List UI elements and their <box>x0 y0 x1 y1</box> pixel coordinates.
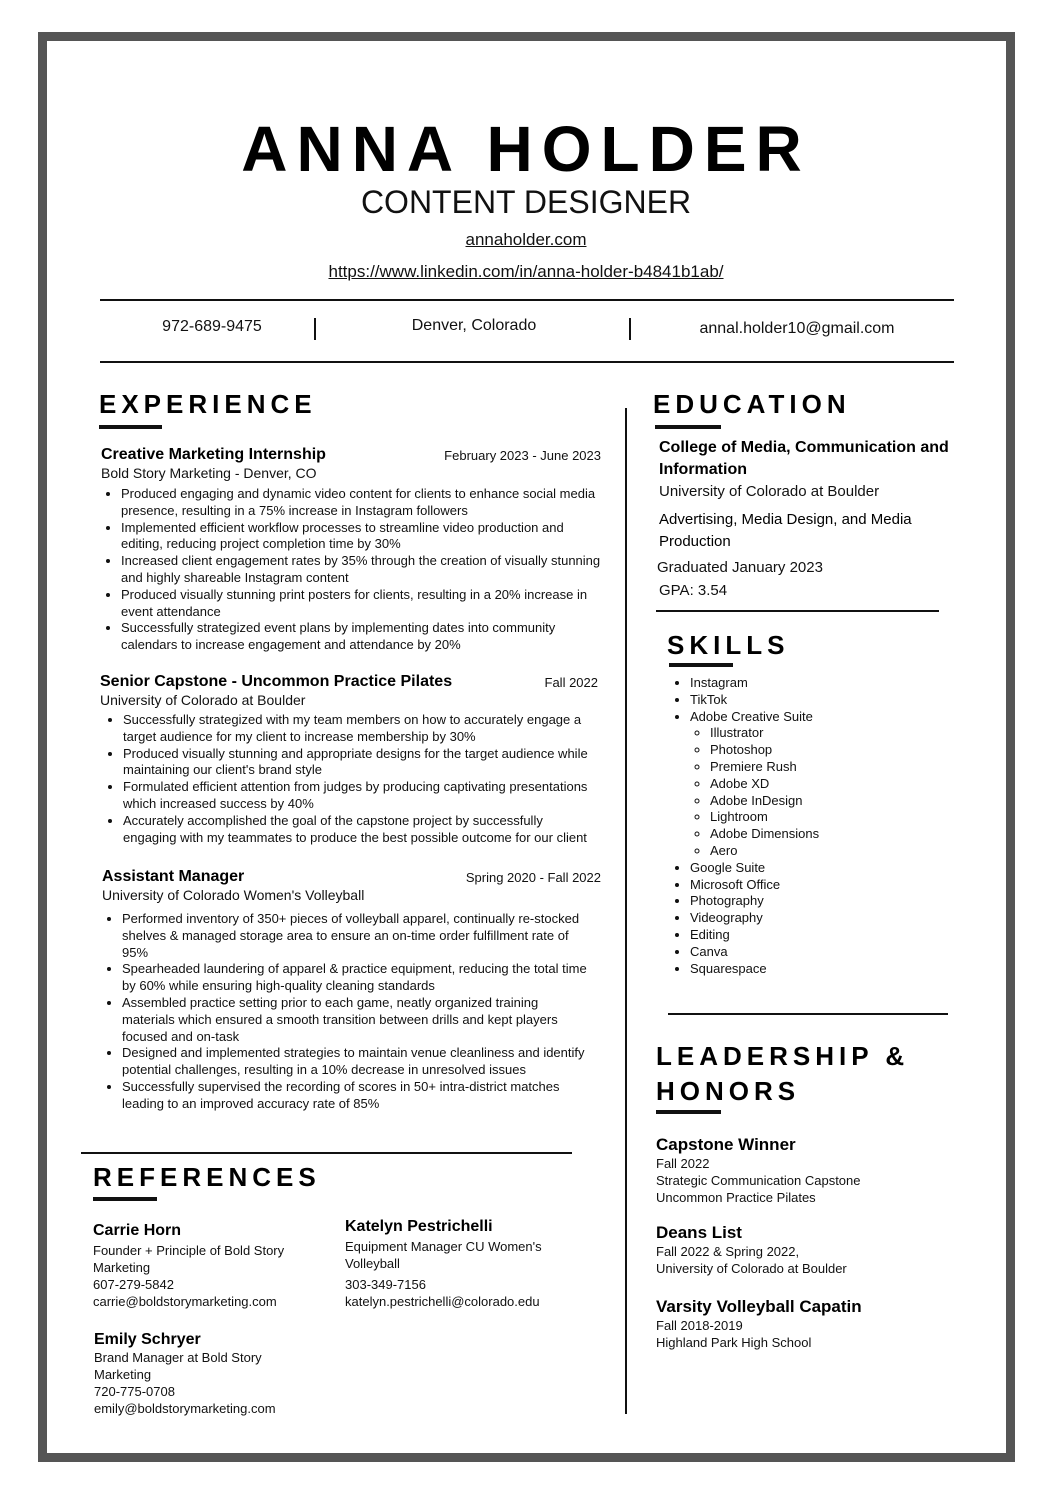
job-org: University of Colorado at Boulder <box>100 692 306 708</box>
job-title: Creative Marketing Internship <box>101 446 326 463</box>
honor-detail: Strategic Communication Capstone <box>656 1173 861 1188</box>
list-item: • Squarespace <box>690 961 950 978</box>
honor-entry <box>656 1297 946 1351</box>
column-divider <box>625 408 627 1414</box>
job-org: Bold Story Marketing - Denver, CO <box>101 465 317 481</box>
divider <box>668 1013 948 1015</box>
experience-heading: EXPERIENCE <box>99 389 317 419</box>
honor-title: Deans List <box>656 1223 742 1242</box>
heading-underline <box>669 663 733 667</box>
list-item: • Successfully strategized event plans by implementing dates into community calendars to increase engagement and attendance by 20% <box>121 620 601 654</box>
job-bullets <box>102 911 592 1113</box>
list-item <box>690 709 950 860</box>
contact-email: annal.holder10@gmail.com <box>699 320 895 337</box>
list-item: • Designed and implemented strategies to maintain venue cleanliness and identify potential challenges, resulting in a 10% decrease in unresolved issues <box>122 1045 592 1079</box>
reference-entry <box>345 1218 585 1310</box>
job-title: Senior Capstone - Uncommon Practice Pilates <box>100 673 453 690</box>
divider <box>314 318 316 340</box>
list-item: • Accurately accomplished the goal of the capstone project by successfully engaging with my teammates to produce the best possible outcome for our client <box>123 813 593 847</box>
education-college: College of Media, Communication and Information <box>659 439 949 478</box>
list-item: • Produced visually stunning and appropriate designs for the target audience while maintaining our client's brand style <box>123 746 593 780</box>
list-item: • Performed inventory of 350+ pieces of volleyball apparel, continually re-stocked shelves & managed storage area to ensure an on-time order fulfillment rate of 95% <box>122 911 592 961</box>
divider <box>81 1152 572 1154</box>
education-university: University of Colorado at Boulder <box>659 483 880 500</box>
reference-name: Katelyn Pestrichelli <box>345 1218 493 1235</box>
list-item: ◦ Premiere Rush <box>710 759 950 776</box>
job-bullets <box>103 712 593 846</box>
honor-entry <box>656 1223 946 1277</box>
list-item: • Produced engaging and dynamic video content for clients to enhance social media presence, resulting in a 75% increase in Instagram followers <box>121 486 601 520</box>
candidate-name: ANNA HOLDER <box>241 113 811 185</box>
divider <box>656 610 939 612</box>
list-item: ◦ Adobe Dimensions <box>710 826 950 843</box>
candidate-role: CONTENT DESIGNER <box>360 184 692 220</box>
list-item: • Successfully supervised the recording of scores in 50+ intra-district matches leading to an improved accuracy rate of 85% <box>122 1079 592 1113</box>
list-item: • TikTok <box>690 692 950 709</box>
list-item: • Spearheaded laundering of apparel & practice equipment, reducing the total time by 60% while ensuring high-quality cleaning standards <box>122 961 592 995</box>
list-item: • Google Suite <box>690 860 950 877</box>
job-entry <box>102 868 601 1113</box>
education-gpa: GPA: 3.54 <box>659 582 728 599</box>
honor-entry <box>656 1135 946 1206</box>
list-item: ◦ Aero <box>710 843 950 860</box>
list-item: • Assembled practice setting prior to each game, neatly organized training materials which ensured a smooth transition between drills and kept players focused and on-task <box>122 995 592 1045</box>
list-item: • Produced visually stunning print posters for clients, resulting in a 20% increase in event attendance <box>121 587 601 621</box>
heading-underline <box>99 425 162 429</box>
divider <box>100 361 954 363</box>
list-item: • Formulated efficient attention from judges by producing captivating presentations which increased success by 40% <box>123 779 593 813</box>
list-item: ◦ Illustrator <box>710 725 950 742</box>
list-item: ◦ Adobe XD <box>710 776 950 793</box>
reference-role: Founder + Principle of Bold Story Marketing <box>93 1243 285 1275</box>
skills-heading: SKILLS <box>667 630 790 660</box>
job-title: Assistant Manager <box>102 868 245 885</box>
list-item: ◦ Adobe InDesign <box>710 793 950 810</box>
job-entry <box>100 673 598 846</box>
education-heading: EDUCATION <box>653 389 851 419</box>
job-date: February 2023 - June 2023 <box>444 448 601 463</box>
list-item: • Videography <box>690 910 950 927</box>
references-heading: REFERENCES <box>93 1162 321 1192</box>
reference-email: carrie@boldstorymarketing.com <box>93 1294 277 1309</box>
reference-name: Carrie Horn <box>93 1222 182 1239</box>
reference-email: emily@boldstorymarketing.com <box>94 1401 276 1416</box>
reference-phone: 607-279-5842 <box>93 1277 174 1292</box>
skills-list <box>670 675 950 977</box>
list-item: • Microsoft Office <box>690 877 950 894</box>
reference-email: katelyn.pestrichelli@colorado.edu <box>345 1294 540 1309</box>
honor-detail: Fall 2018-2019 <box>656 1318 743 1333</box>
list-item: • Photography <box>690 893 950 910</box>
website-link[interactable]: annaholder.com <box>465 230 587 249</box>
list-item: • Editing <box>690 927 950 944</box>
list-item: • Successfully strategized with my team members on how to accurately engage a target audience for my client to increase membership by 30% <box>123 712 593 746</box>
list-item: ◦ Lightroom <box>710 809 950 826</box>
heading-underline <box>93 1197 157 1201</box>
reference-entry <box>93 1222 323 1310</box>
divider <box>629 318 631 340</box>
divider <box>100 299 954 301</box>
linkedin-link[interactable]: https://www.linkedin.com/in/anna-holder-b4841b1ab/ <box>328 262 724 281</box>
list-item: ◦ Photoshop <box>710 742 950 759</box>
list-item: • Implemented efficient workflow processes to streamline video production and editing, reducing project completion time by 30% <box>121 520 601 554</box>
education-major: Advertising, Media Design, and Media Production <box>659 511 912 550</box>
reference-name: Emily Schryer <box>94 1331 201 1348</box>
job-org: University of Colorado Women's Volleyball <box>102 887 365 903</box>
reference-role: Brand Manager at Bold Story Marketing <box>94 1350 262 1382</box>
heading-underline <box>655 425 721 429</box>
list-item: • Increased client engagement rates by 35% through the creation of visually stunning and highly shareable Instagram content <box>121 553 601 587</box>
leadership-heading-line2: HONORS <box>656 1076 801 1106</box>
reference-role: Equipment Manager CU Women's Volleyball <box>345 1239 542 1271</box>
honor-detail: Fall 2022 <box>656 1156 710 1171</box>
leadership-heading: LEADERSHIP & <box>656 1041 910 1071</box>
honor-title: Varsity Volleyball Capatin <box>656 1297 862 1316</box>
education-graduated: Graduated January 2023 <box>657 559 823 576</box>
honor-title: Capstone Winner <box>656 1135 796 1154</box>
contact-location: Denver, Colorado <box>411 317 537 334</box>
list-item: • Instagram <box>690 675 950 692</box>
job-date: Spring 2020 - Fall 2022 <box>465 870 601 885</box>
reference-phone: 303-349-7156 <box>345 1277 426 1292</box>
honor-detail: Uncommon Practice Pilates <box>656 1190 816 1205</box>
education-entry <box>659 437 949 599</box>
reference-entry <box>94 1331 314 1417</box>
list-item: • Canva <box>690 944 950 961</box>
skill-group-label: Adobe Creative Suite <box>690 708 813 724</box>
adobe-skills-list <box>690 725 950 859</box>
honor-detail: University of Colorado at Boulder <box>656 1261 847 1276</box>
contact-phone: 972-689-9475 <box>162 318 262 335</box>
heading-underline <box>656 1110 721 1114</box>
honor-detail: Fall 2022 & Spring 2022, <box>656 1244 800 1259</box>
job-date: Fall 2022 <box>544 675 598 690</box>
job-bullets <box>101 486 601 654</box>
reference-phone: 720-775-0708 <box>94 1384 175 1399</box>
honor-detail: Highland Park High School <box>656 1335 812 1350</box>
job-entry <box>101 446 601 654</box>
